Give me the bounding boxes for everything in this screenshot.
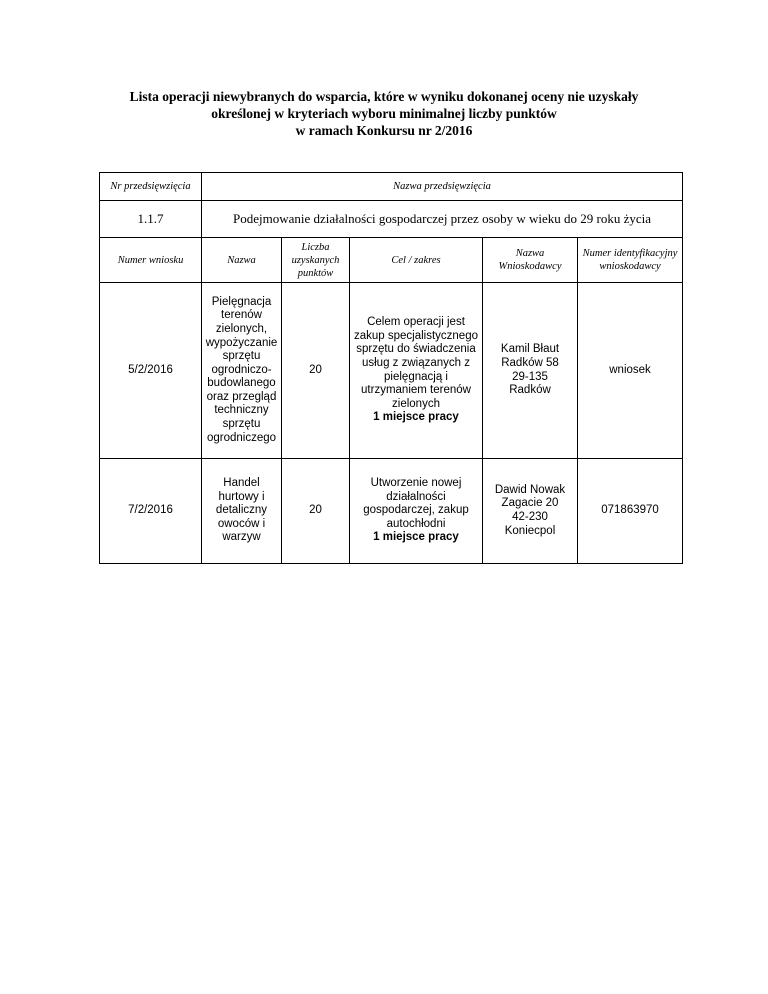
col-numer-wniosku: Numer wniosku	[100, 238, 202, 283]
cell-nazwa: Handel hurtowy i detaliczny owoców i warzyw	[202, 459, 282, 564]
cell-numer-wniosku: 5/2/2016	[100, 283, 202, 459]
cell-punkty: 20	[282, 283, 350, 459]
project-nr: 1.1.7	[100, 201, 202, 238]
cell-cel-zakres	[350, 459, 483, 564]
wnioskodawca-city: Koniecpol	[504, 524, 556, 537]
title-line-1: Lista operacji niewybranych do wsparcia, które w wyniku dokonanej oceny nie uzyskały	[129, 89, 639, 104]
nr-przedsiewziecia-header: Nr przedsięwzięcia	[100, 173, 202, 201]
cell-punkty: 20	[282, 459, 350, 564]
project-name: Podejmowanie działalności gospodarczej przez osoby w wieku do 29 roku życia	[202, 201, 683, 238]
cel-text: Celem operacji jest zakup specjalistycznego sprzętu do świadczenia usług z związanych z pielęgnacją i utrzymaniem terenów zielonych	[353, 316, 478, 410]
miejsca-pracy: 1 miejsce pracy	[373, 531, 459, 544]
column-header-row	[100, 238, 683, 283]
cel-text: Utworzenie nowej działalności gospodarczej, zakup autochłodni	[363, 477, 469, 530]
cell-numer-id: wniosek	[578, 283, 683, 459]
col-numer-identyfikacyjny: Numer identyfikacyjny wnioskodawcy	[578, 238, 683, 283]
table-row	[100, 459, 683, 564]
col-liczba-punktow: Liczba uzyskanych punktów	[282, 238, 350, 283]
title-line-2: określonej w kryteriach wyboru minimalnej liczby punktów	[211, 106, 557, 121]
cell-cel-zakres	[350, 283, 483, 459]
wnioskodawca-name: Kamil Błaut	[500, 343, 560, 356]
operations-table	[99, 172, 683, 564]
cell-wnioskodawca	[483, 283, 578, 459]
wnioskodawca-street: Radków 58	[501, 356, 559, 369]
wnioskodawca-name: Dawid Nowak	[494, 483, 566, 496]
wnioskodawca-street: Zagacie 20	[501, 497, 559, 510]
document-title	[60, 88, 708, 139]
wnioskodawca-postal: 42-230	[512, 511, 548, 523]
project-row	[100, 201, 683, 238]
title-line-3: w ramach Konkursu nr 2/2016	[295, 123, 473, 138]
cell-nazwa: Pielęgnacja terenów zielonych, wypożyczanie sprzętu ogrodniczo-budowlanego oraz przegląd techniczny sprzętu ogrodniczego	[202, 283, 282, 459]
table-row	[100, 283, 683, 459]
wnioskodawca-city: Radków	[509, 384, 551, 397]
cell-wnioskodawca	[483, 459, 578, 564]
col-nazwa: Nazwa	[202, 238, 282, 283]
miejsca-pracy: 1 miejsce pracy	[373, 411, 459, 424]
cell-numer-id: 071863970	[578, 459, 683, 564]
col-nazwa-wnioskodawcy: Nazwa Wnioskodawcy	[483, 238, 578, 283]
nazwa-przedsiewziecia-header: Nazwa przedsięwzięcia	[202, 173, 683, 201]
cell-numer-wniosku: 7/2/2016	[100, 459, 202, 564]
top-header-row	[100, 173, 683, 201]
col-cel-zakres: Cel / zakres	[350, 238, 483, 283]
wnioskodawca-postal: 29-135	[512, 370, 548, 383]
